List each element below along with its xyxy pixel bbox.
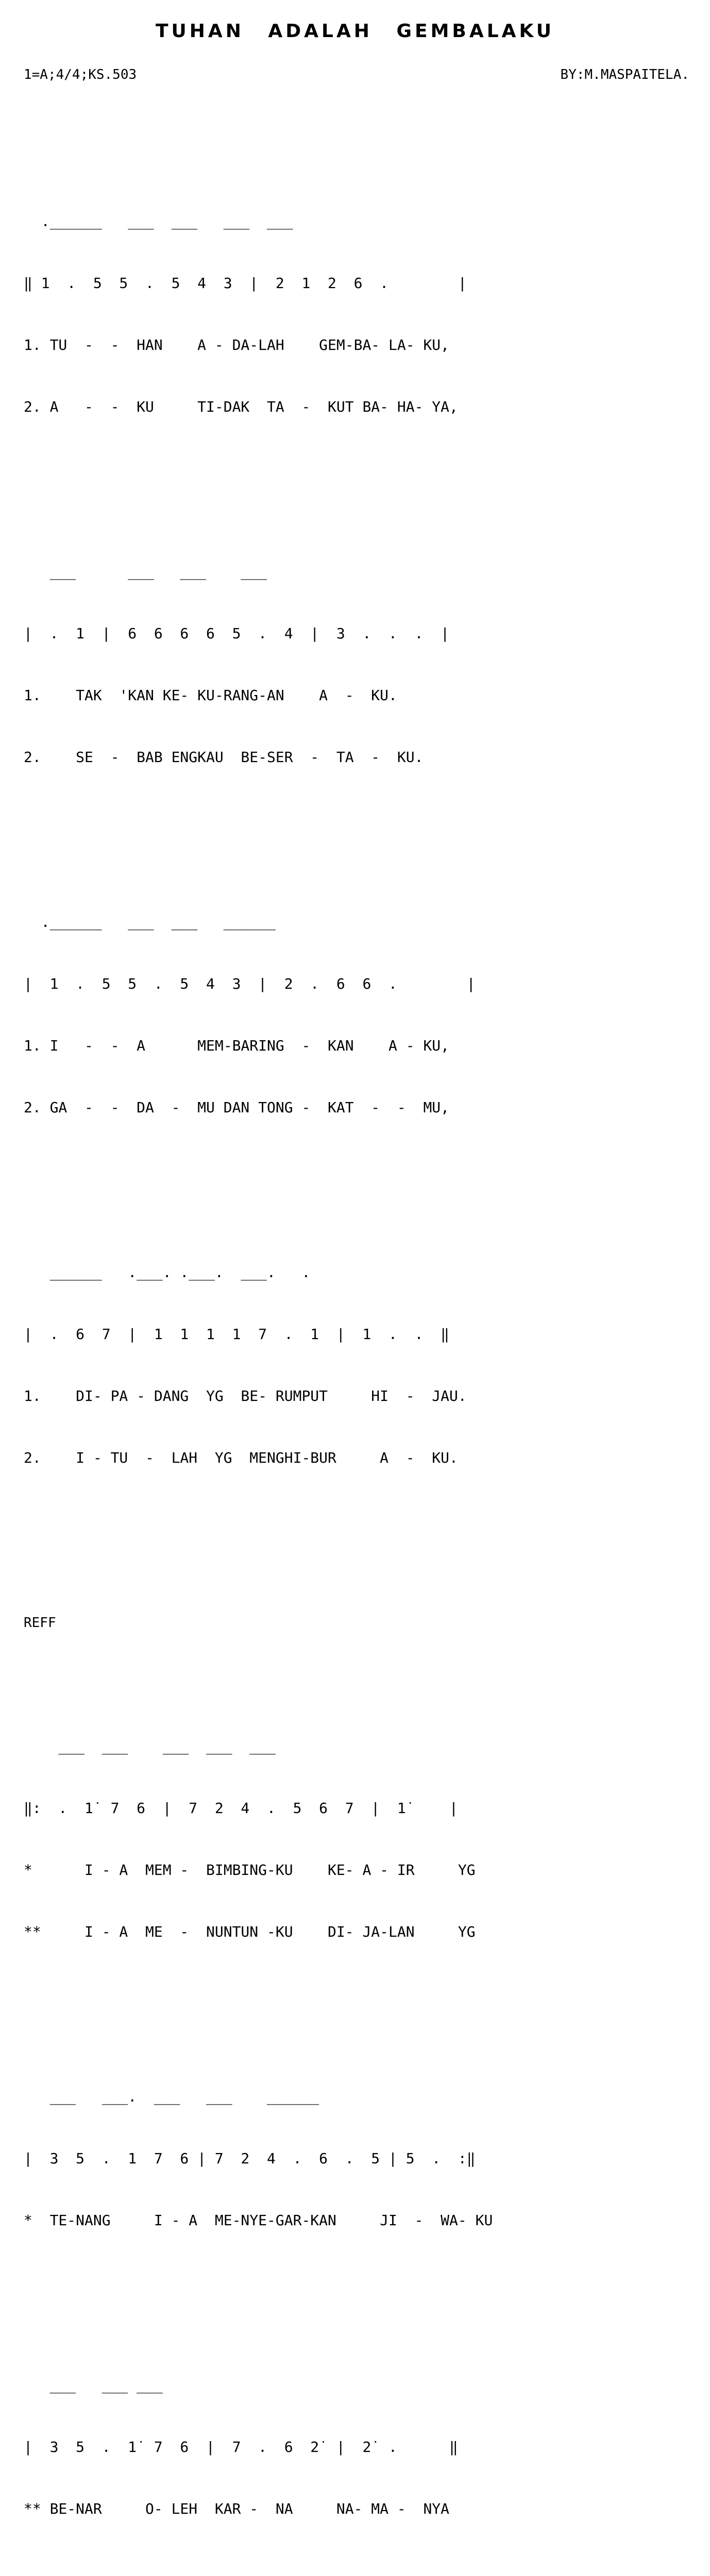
note-line: ‖: . 1̇ 7 6 | 7 2 4 . 5 6 7 | 1̇ | xyxy=(24,1800,458,1817)
beam-line: ___ ___ ___ xyxy=(24,2377,163,2394)
song-title: TUHAN ADALAH GEMBALAKU xyxy=(155,21,555,42)
lyric-line-1: 1. I - - A MEM-BARING - KAN A - KU, xyxy=(24,1037,450,1054)
author-credit: BY:M.MASPAITELA. xyxy=(560,67,689,82)
lyric-line-2: 2. I - TU - LAH YG MENGHI-BUR A - KU. xyxy=(24,1449,458,1466)
beam-line: ___ ___ ___ ___ ___ xyxy=(24,1738,276,1755)
lyric-line-1: 1. TU - - HAN A - DA-LAH GEM-BA- LA- KU, xyxy=(24,336,450,353)
notation-spacer xyxy=(24,500,699,520)
note-line: | 3 5 . 1 7 6 | 7 2 4 . 6 . 5 | 5 . :‖ xyxy=(24,2150,476,2167)
lyric-line-2: 2. SE - BAB ENGKAU BE-SER - TA - KU. xyxy=(24,749,424,766)
lyric-line-1: * I - A MEM - BIMBING-KU KE- A - IR YG xyxy=(24,1861,476,1878)
note-line: | . 6 7 | 1 1 1 1 7 . 1 | 1 . . ‖ xyxy=(24,1326,450,1343)
lyric-line-2: 2. GA - - DA - MU DAN TONG - KAT - - MU, xyxy=(24,1099,450,1116)
lyric-line-2: 2. A - - KU TI-DAK TA - KUT BA- HA- YA, xyxy=(24,398,458,415)
notation-spacer xyxy=(24,2025,699,2045)
notation-body xyxy=(24,88,699,2576)
key-signature: 1=A;4/4;KS.503 xyxy=(24,67,137,82)
lyric-line-1: 1. TAK 'KAN KE- KU-RANG-AN A - KU. xyxy=(24,687,397,704)
reff-label: REFF xyxy=(24,1615,56,1631)
notation-spacer xyxy=(24,149,699,170)
notation-spacer xyxy=(24,1551,699,1571)
lyric-line-1: * TE-NANG I - A ME-NYE-GAR-KAN JI - WA- KU xyxy=(24,2212,493,2229)
beam-line: .______ ___ ___ ___ ___ xyxy=(24,213,293,230)
note-line: | . 1 | 6 6 6 6 5 . 4 | 3 . . . | xyxy=(24,625,450,642)
beam-line: ______ .___. .___. ___. . xyxy=(24,1264,311,1281)
notation-spacer xyxy=(24,1200,699,1221)
notation-spacer xyxy=(24,1674,699,1695)
note-line: | 1 . 5 5 . 5 4 3 | 2 . 6 6 . | xyxy=(24,975,476,992)
beam-line: ___ ___. ___ ___ ______ xyxy=(24,2088,319,2105)
beam-line: .______ ___ ___ ______ xyxy=(24,913,276,930)
notation-spacer xyxy=(24,850,699,871)
note-line: | 3 5 . 1̇ 7 6 | 7 . 6 2̇ | 2̇ . ‖ xyxy=(24,2438,458,2455)
beam-line: ___ ___ ___ ___ xyxy=(24,563,267,580)
notation-spacer xyxy=(24,2313,699,2334)
lyric-line-1: 1. DI- PA - DANG YG BE- RUMPUT HI - JAU. xyxy=(24,1387,467,1404)
lyric-line-2: ** I - A ME - NUNTUN -KU DI- JA-LAN YG xyxy=(24,1923,476,1940)
lyric-line-1: ** BE-NAR O- LEH KAR - NA NA- MA - NYA xyxy=(24,2500,450,2517)
note-line: ‖ 1 . 5 5 . 5 4 3 | 2 1 2 6 . | xyxy=(24,275,467,292)
